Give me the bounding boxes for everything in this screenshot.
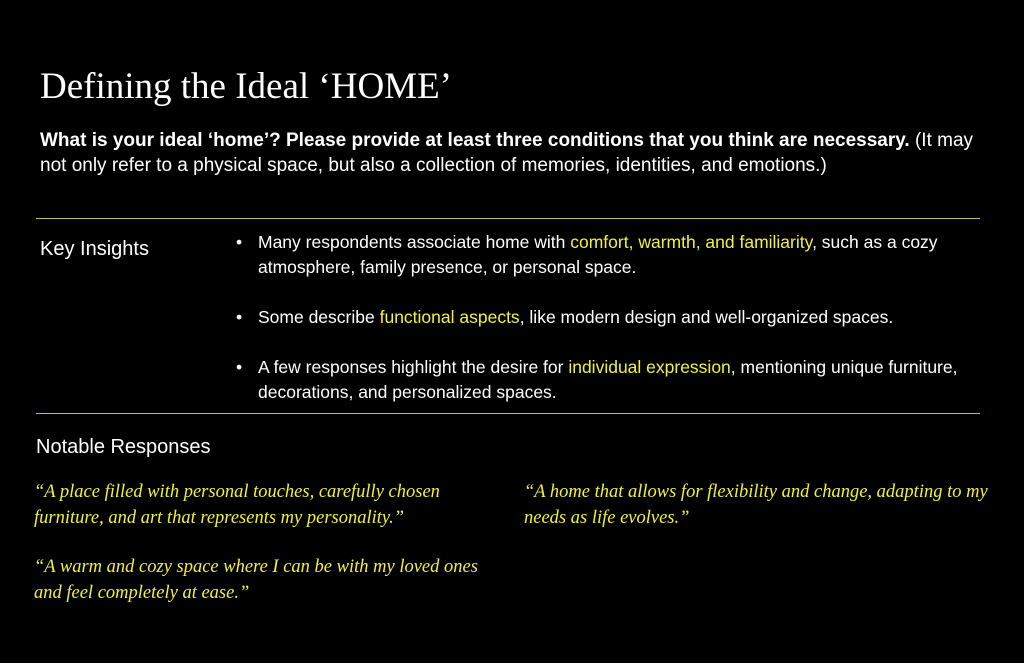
question-note: (It may not only refer to a physical space, but also a collection of memories, identities, and emotions.) <box>40 130 974 176</box>
insight-text: , such as a cozy atmosphere, family presence, or personal space. <box>258 232 938 277</box>
question-prompt: What is your ideal ‘home’? Please provide at least three conditions that you think are necessary. <box>40 130 910 151</box>
response-quote: “A place filled with personal touches, carefully chosen furniture, and art that represents my personality.” <box>34 482 440 528</box>
response-quote: “A warm and cozy space where I can be with my loved ones and feel completely at ease.” <box>34 557 478 603</box>
key-insights-heading: Key Insights <box>40 238 149 260</box>
insight-text: A few responses highlight the desire for <box>258 357 569 377</box>
insight-item <box>236 355 996 405</box>
survey-question <box>40 128 990 178</box>
key-insights-list <box>236 230 996 405</box>
insight-text: , like modern design and well-organized spaces. <box>519 307 894 327</box>
insight-highlight: functional aspects <box>379 307 520 327</box>
notable-responses-heading: Notable Responses <box>36 436 211 458</box>
response-quote: “A home that allows for flexibility and change, adapting to my needs as life evolves.” <box>524 482 988 528</box>
insight-text: , mentioning unique furniture, decorations, and personalized spaces. <box>258 357 958 402</box>
insight-text: Some describe <box>258 307 380 327</box>
insight-highlight: comfort, warmth, and familiarity <box>570 232 813 252</box>
bullet-icon: • <box>236 307 243 327</box>
insight-text: Many respondents associate home with <box>258 232 571 252</box>
divider-top <box>36 218 980 219</box>
insight-item <box>236 305 996 330</box>
divider-bottom <box>36 413 980 414</box>
bullet-icon: • <box>236 357 243 377</box>
page-title: Defining the Ideal ‘HOME’ <box>40 66 453 107</box>
bullet-icon: • <box>236 232 243 252</box>
insight-highlight: individual expression <box>568 357 731 377</box>
insight-item <box>236 230 996 280</box>
